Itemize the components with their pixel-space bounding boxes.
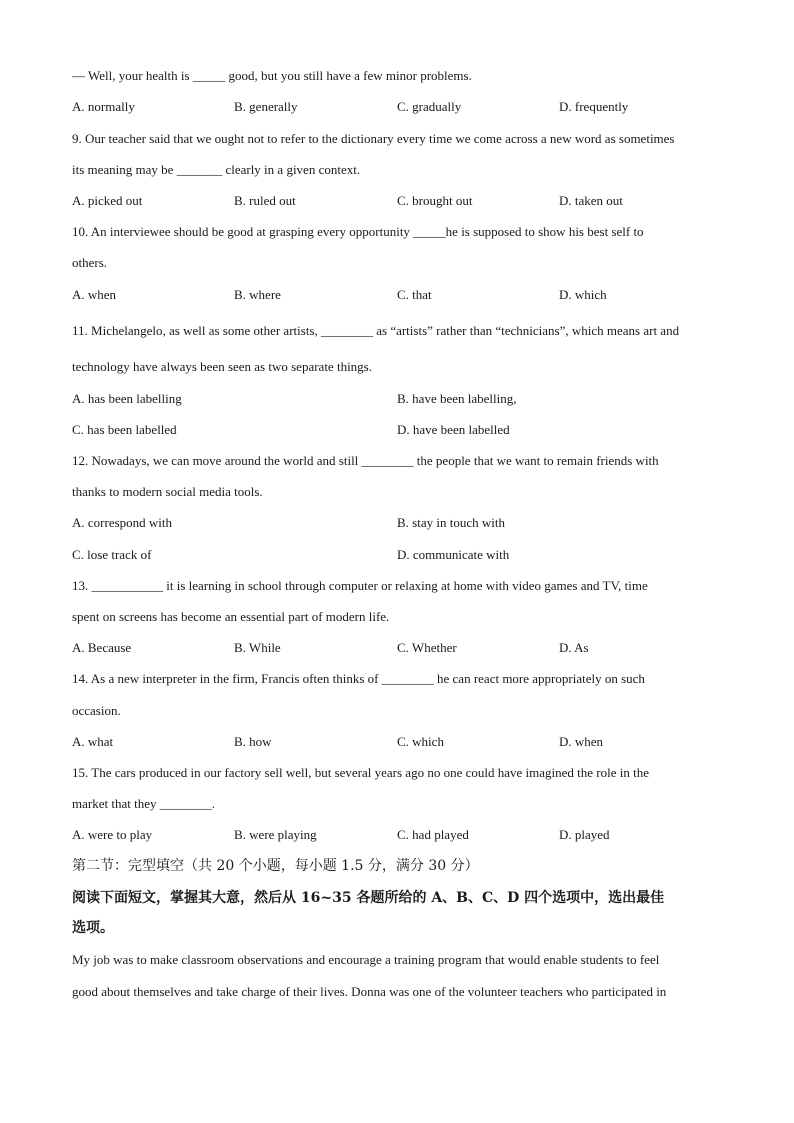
question-15-stem-cont: market that they ________.: [72, 796, 215, 811]
question-14-stem: 14. As a new interpreter in the firm, Francis often thinks of ________ he can react more appropriately on such: [72, 671, 645, 686]
q9-option-a: A. picked out: [72, 193, 143, 208]
q14-option-c: C. which: [397, 734, 444, 749]
question-10-stem-cont: others.: [72, 255, 108, 270]
section-2-instruction-cont: 选项。: [72, 920, 114, 936]
q11-option-c: C. has been labelled: [72, 422, 177, 437]
q13-option-c: C. Whether: [397, 640, 457, 655]
q11-option-d: D. have been labelled: [397, 422, 510, 437]
q14-option-b: B. how: [234, 734, 272, 749]
passage-line-1: My job was to make classroom observations and encourage a training program that would enable students to feel: [72, 952, 660, 967]
question-9-stem: 9. Our teacher said that we ought not to refer to the dictionary every time we come across a new word as sometimes: [72, 131, 675, 146]
question-15-stem: 15. The cars produced in our factory sell well, but several years ago no one could have imagined the role in the: [72, 765, 649, 780]
question-14-stem-cont: occasion.: [72, 703, 121, 718]
q11-option-a: A. has been labelling: [72, 391, 182, 406]
q8-option-b: B. generally: [234, 99, 298, 114]
question-11-stem: 11. Michelangelo, as well as some other artists, ________ as “artists” rather than “technicians”, which means art and: [72, 323, 680, 338]
q8-option-d: D. frequently: [559, 99, 629, 114]
q10-option-c: C. that: [397, 287, 432, 302]
q9-option-c: C. brought out: [397, 193, 473, 208]
q12-option-b: B. stay in touch with: [397, 515, 505, 530]
q12-option-c: C. lose track of: [72, 547, 152, 562]
question-12-stem: 12. Nowadays, we can move around the world and still ________ the people that we want to remain friends with: [72, 453, 659, 468]
question-12-stem-cont: thanks to modern social media tools.: [72, 484, 263, 499]
question-11-stem-cont: technology have always been seen as two separate things.: [72, 359, 372, 374]
q10-option-b: B. where: [234, 287, 281, 302]
q8-option-c: C. gradually: [397, 99, 462, 114]
question-9-stem-cont: its meaning may be _______ clearly in a given context.: [72, 162, 361, 177]
q13-option-b: B. While: [234, 640, 281, 655]
q9-option-d: D. taken out: [559, 193, 623, 208]
passage-line-2: good about themselves and take charge of their lives. Donna was one of the volunteer teachers who participated in: [72, 984, 667, 999]
question-10-stem: 10. An interviewee should be good at grasping every opportunity _____he is supposed to show his best self to: [72, 224, 644, 239]
q11-option-b: B. have been labelling,: [397, 391, 517, 406]
q15-option-a: A. were to play: [72, 827, 153, 842]
q10-option-a: A. when: [72, 287, 117, 302]
section-2-instruction: 阅读下面短文，掌握其大意，然后从 16~35 各题所给的 A、B、C、D 四个选项中，选出最佳: [72, 890, 665, 906]
q15-option-c: C. had played: [397, 827, 469, 842]
q9-option-b: B. ruled out: [234, 193, 296, 208]
question-8-stem: — Well, your health is _____ good, but you still have a few minor problems.: [72, 68, 472, 83]
q13-option-d: D. As: [559, 640, 589, 655]
q15-option-b: B. were playing: [234, 827, 317, 842]
q15-option-d: D. played: [559, 827, 610, 842]
question-13-stem: 13. ___________ it is learning in school through computer or relaxing at home with video games and TV, time: [72, 578, 648, 593]
q12-option-d: D. communicate with: [397, 547, 510, 562]
question-13-stem-cont: spent on screens has become an essential part of modern life.: [72, 609, 390, 624]
q8-option-a: A. normally: [72, 99, 135, 114]
q13-option-a: A. Because: [72, 640, 132, 655]
q12-option-a: A. correspond with: [72, 515, 173, 530]
q14-option-d: D. when: [559, 734, 604, 749]
section-2-heading: 第二节：完型填空（共 20 个小题，每小题 1.5 分，满分 30 分）: [72, 858, 479, 874]
q10-option-d: D. which: [559, 287, 607, 302]
q14-option-a: A. what: [72, 734, 114, 749]
